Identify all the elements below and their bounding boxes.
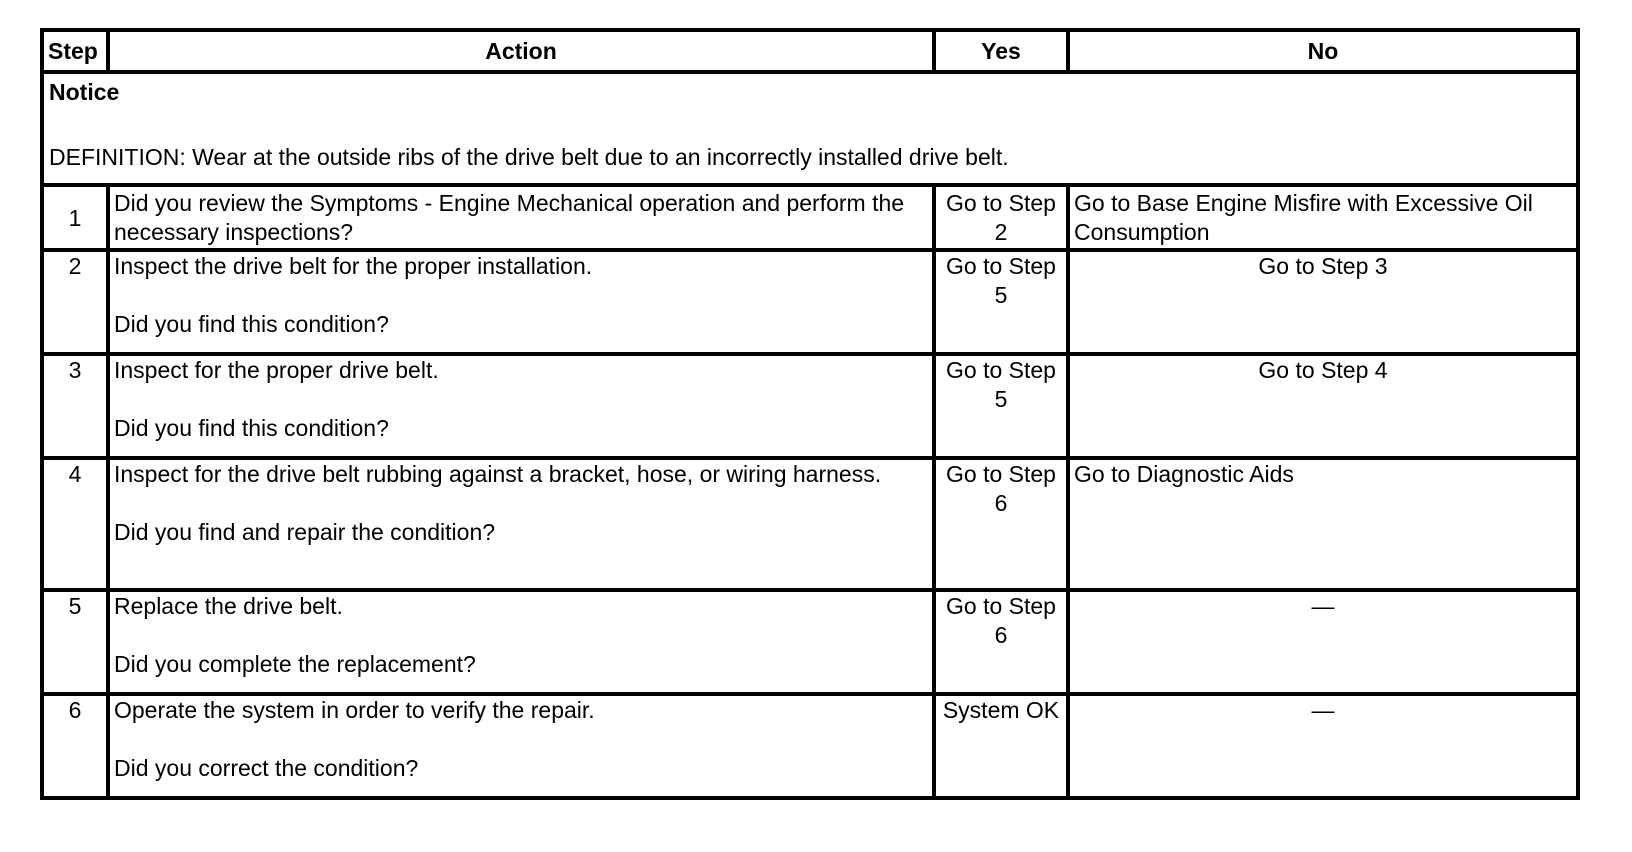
step-number: 3	[42, 354, 108, 458]
table-row	[42, 354, 1578, 458]
action-text	[108, 354, 934, 458]
notice-row	[42, 72, 1578, 185]
step-number: 1	[42, 185, 108, 250]
action-instruction: Inspect the drive belt for the proper installation.	[114, 253, 593, 279]
notice-definition: DEFINITION: Wear at the outside ribs of the drive belt due to an incorrectly installed drive belt.	[49, 144, 1009, 170]
table-row	[42, 694, 1578, 798]
step-number: 6	[42, 694, 108, 798]
action-text	[108, 694, 934, 798]
action-question: Did you find this condition?	[114, 311, 389, 337]
action-instruction: Did you review the Symptoms - Engine Mechanical operation and perform the necessary inspections?	[114, 190, 905, 245]
step-number: 5	[42, 590, 108, 694]
yes-result: Go to Step 2	[934, 185, 1068, 250]
yes-result: System OK	[934, 694, 1068, 798]
action-question: Did you complete the replacement?	[114, 651, 476, 677]
action-instruction: Inspect for the proper drive belt.	[114, 357, 439, 383]
header-action: Action	[108, 30, 934, 72]
action-instruction: Inspect for the drive belt rubbing against a bracket, hose, or wiring harness.	[114, 461, 882, 487]
table-row	[42, 185, 1578, 250]
header-no: No	[1068, 30, 1578, 72]
action-text	[108, 185, 934, 250]
yes-result: Go to Step 6	[934, 590, 1068, 694]
action-text	[108, 590, 934, 694]
no-result: —	[1068, 694, 1578, 798]
diagnostic-table	[40, 28, 1580, 800]
header-row	[42, 30, 1578, 72]
no-result: Go to Base Engine Misfire with Excessive Oil Consumption	[1068, 185, 1578, 250]
yes-result: Go to Step 6	[934, 458, 1068, 590]
action-text	[108, 250, 934, 354]
table-row	[42, 458, 1578, 590]
table-row	[42, 250, 1578, 354]
header-step: Step	[42, 30, 108, 72]
yes-result: Go to Step 5	[934, 354, 1068, 458]
step-number: 2	[42, 250, 108, 354]
no-result: —	[1068, 590, 1578, 694]
action-question: Did you find this condition?	[114, 415, 389, 441]
notice-cell	[42, 72, 1578, 185]
notice-title: Notice	[49, 79, 120, 105]
action-question: Did you correct the condition?	[114, 755, 419, 781]
no-result: Go to Diagnostic Aids	[1068, 458, 1578, 590]
no-result: Go to Step 4	[1068, 354, 1578, 458]
action-instruction: Replace the drive belt.	[114, 593, 343, 619]
action-instruction: Operate the system in order to verify the repair.	[114, 697, 595, 723]
step-number: 4	[42, 458, 108, 590]
yes-result: Go to Step 5	[934, 250, 1068, 354]
table-row	[42, 590, 1578, 694]
action-question: Did you find and repair the condition?	[114, 519, 496, 545]
header-yes: Yes	[934, 30, 1068, 72]
no-result: Go to Step 3	[1068, 250, 1578, 354]
action-text	[108, 458, 934, 590]
